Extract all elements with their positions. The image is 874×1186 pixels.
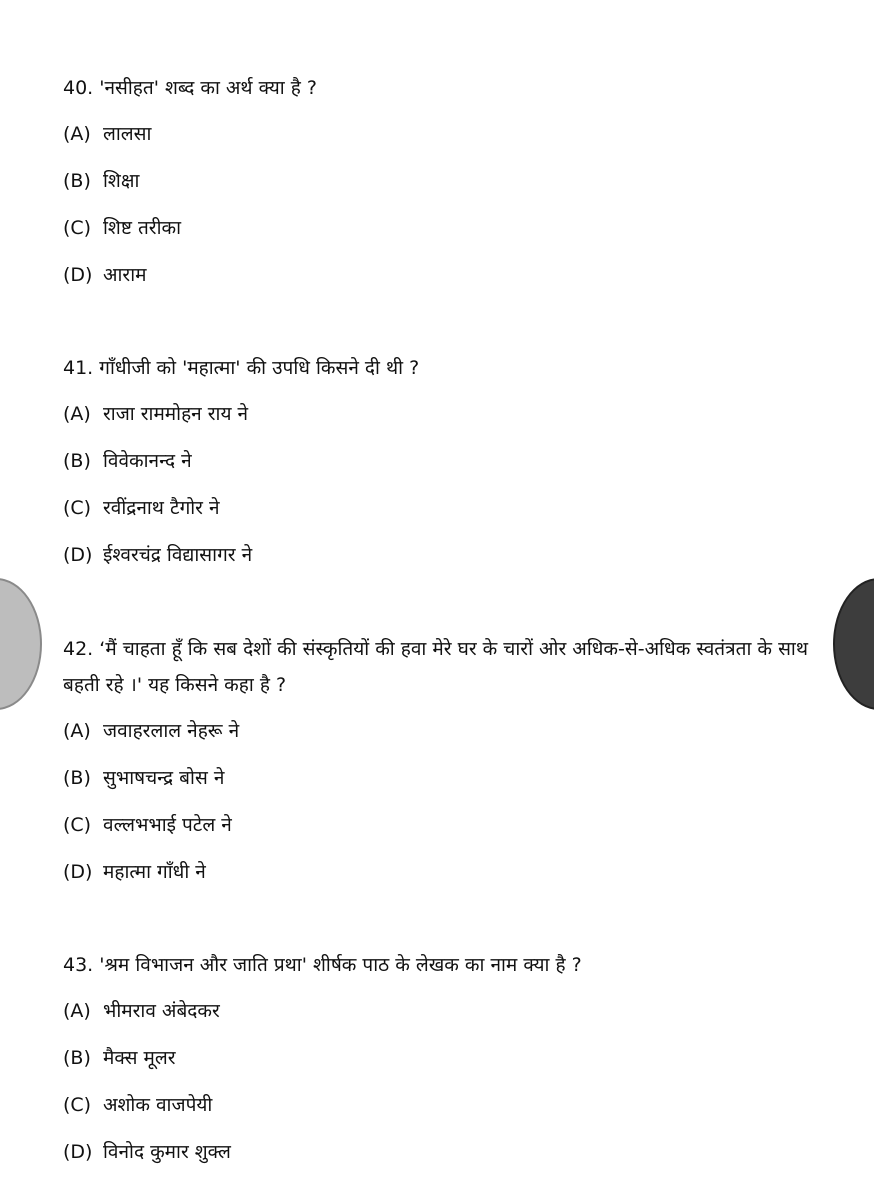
option-d [63,537,808,584]
option-label: (A) [63,1000,91,1022]
option-text: भीमराव अंबेदकर [103,1000,220,1022]
option-a [63,993,808,1040]
option-label: (A) [63,403,91,425]
option-c [63,490,808,537]
question-text: 42. ‘मैं चाहता हूँ कि सब देशों की संस्कृतियों की हवा मेरे घर के चारों ओर अधिक-से-अधिक स्वतंत्रता के साथ बहती रहे ।' यह किसने कहा है ? [63,638,808,696]
option-text: मैक्स मूलर [103,1047,176,1069]
option-b [63,163,808,210]
option-label: (B) [63,767,91,789]
option-text: अशोक वाजपेयी [103,1094,213,1116]
option-label: (D) [63,264,93,286]
option-label: (C) [63,814,92,836]
option-text: ईश्वरचंद्र विद्यासागर ने [103,544,253,566]
next-page-button[interactable] [833,578,874,710]
option-b [63,1040,808,1087]
option-text: शिष्ट तरीका [103,217,182,239]
option-label: (B) [63,1047,91,1069]
question-42 [63,631,808,901]
option-text: जवाहरलाल नेहरू ने [103,720,240,742]
option-text: लालसा [103,123,152,145]
question-43 [63,947,808,1181]
option-label: (B) [63,170,91,192]
option-a [63,713,808,760]
option-c [63,1087,808,1134]
question-text: 41. गाँधीजी को 'महात्मा' की उपधि किसने दी थी ? [63,357,420,379]
option-text: आराम [103,264,147,286]
option-text: सुभाषचन्द्र बोस ने [103,767,225,789]
option-label: (B) [63,450,91,472]
option-b [63,760,808,807]
option-text: वल्लभभाई पटेल ने [103,814,232,836]
previous-page-button[interactable] [0,578,42,710]
question-41 [63,350,808,584]
option-label: (D) [63,544,93,566]
option-label: (C) [63,1094,92,1116]
option-text: राजा राममोहन राय ने [103,403,249,425]
option-d [63,1134,808,1181]
option-label: (D) [63,1141,93,1163]
question-text: 40. 'नसीहत' शब्द का अर्थ क्या है ? [63,77,317,99]
option-label: (A) [63,720,91,742]
option-text: विनोद कुमार शुक्ल [103,1141,231,1163]
option-d [63,257,808,304]
question-text: 43. 'श्रम विभाजन और जाति प्रथा' शीर्षक पाठ के लेखक का नाम क्या है ? [63,954,582,976]
option-text: रवींद्रनाथ टैगोर ने [103,497,220,519]
option-label: (C) [63,217,92,239]
option-label: (A) [63,123,91,145]
option-text: शिक्षा [103,170,140,192]
option-b [63,443,808,490]
question-40 [63,70,808,304]
option-c [63,210,808,257]
option-c [63,807,808,854]
option-a [63,396,808,443]
option-a [63,116,808,163]
option-label: (D) [63,861,93,883]
option-d [63,854,808,901]
option-text: महात्मा गाँधी ने [103,861,206,883]
option-text: विवेकानन्द ने [103,450,192,472]
option-label: (C) [63,497,92,519]
